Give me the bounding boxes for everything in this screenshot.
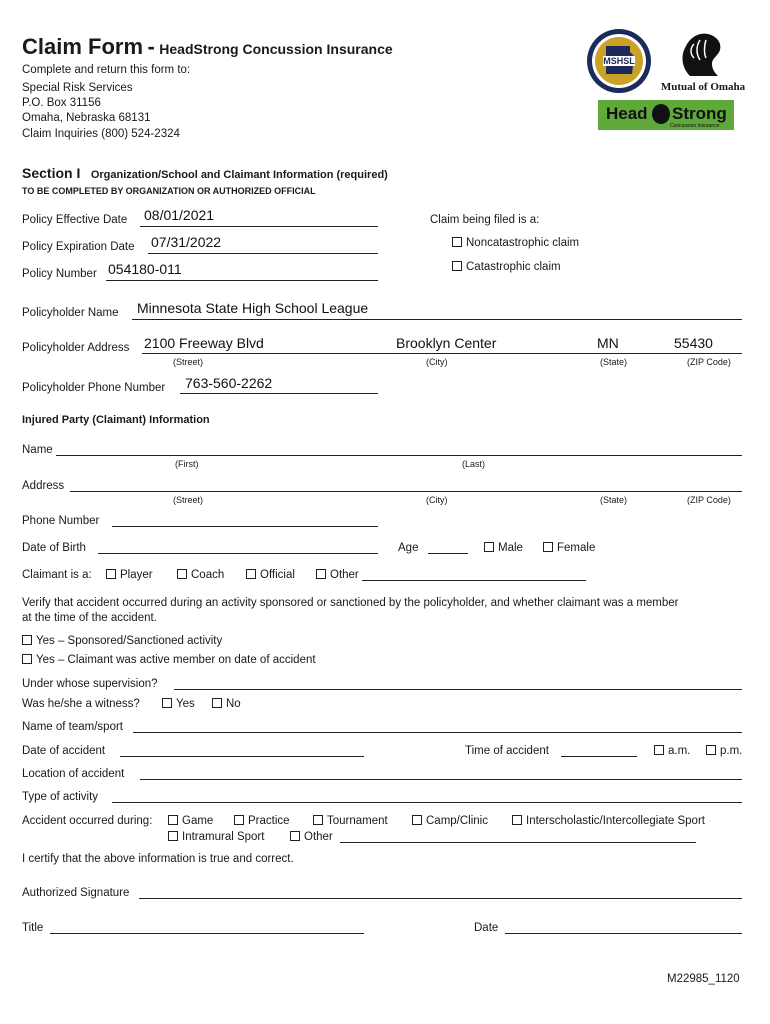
- zip-caption: (ZIP Code): [687, 495, 731, 505]
- state-caption: (State): [600, 357, 628, 367]
- witness-yes-checkbox[interactable]: [162, 698, 172, 708]
- noncatastrophic-option[interactable]: [452, 237, 579, 249]
- zip-caption: (ZIP Code): [687, 357, 731, 367]
- mutual-of-omaha-logo: [660, 28, 746, 94]
- policyholder-name-value: Minnesota State High School League: [137, 300, 369, 316]
- player-label: Player: [120, 569, 153, 581]
- title-dash: -: [147, 34, 155, 59]
- claimant-is-label: Claimant is a:: [22, 569, 92, 581]
- official-label: Official: [260, 569, 295, 581]
- game-checkbox[interactable]: [168, 815, 178, 825]
- policy-expiration-value: 07/31/2022: [151, 234, 222, 250]
- city-caption: (City): [426, 357, 448, 367]
- street-caption: (Street): [173, 357, 204, 367]
- yes-member-option[interactable]: [22, 654, 316, 666]
- team-sport-field[interactable]: [133, 732, 742, 733]
- witness-no-checkbox[interactable]: [212, 698, 222, 708]
- headstrong-icon: [652, 104, 670, 124]
- player-option[interactable]: [106, 569, 153, 581]
- address-zip-value: 55430: [674, 335, 713, 351]
- name-field[interactable]: [56, 455, 742, 456]
- date-label: Date: [474, 922, 499, 934]
- tournament-option[interactable]: [313, 815, 388, 827]
- address-state-value: MN: [597, 335, 619, 351]
- tournament-label: Tournament: [327, 815, 388, 827]
- witness-no-option[interactable]: [212, 698, 241, 710]
- title-label: Title: [22, 922, 44, 934]
- catastrophic-option[interactable]: [452, 261, 561, 273]
- yes-sponsored-label: Yes – Sponsored/Sanctioned activity: [36, 635, 223, 647]
- am-label: a.m.: [668, 745, 691, 757]
- witness-no-label: No: [226, 698, 241, 710]
- yes-sponsored-option[interactable]: [22, 635, 222, 647]
- headstrong-logo: [598, 100, 734, 130]
- female-option[interactable]: [543, 542, 595, 554]
- age-field[interactable]: [428, 553, 468, 554]
- camp-clinic-checkbox[interactable]: [412, 815, 422, 825]
- headstrong-tagline: Concussion Insurance: [670, 123, 720, 129]
- official-checkbox[interactable]: [246, 569, 256, 579]
- form-title-row: [22, 34, 393, 60]
- policyholder-address-field[interactable]: [142, 353, 742, 354]
- address-city-value: Brooklyn Center: [396, 335, 497, 351]
- catastrophic-checkbox[interactable]: [452, 261, 462, 271]
- address-line: P.O. Box 31156: [22, 97, 101, 109]
- age-label: Age: [398, 542, 419, 554]
- date-accident-label: Date of accident: [22, 745, 106, 757]
- team-sport-label: Name of team/sport: [22, 721, 123, 733]
- policyholder-name-label: Policyholder Name: [22, 307, 119, 319]
- other-claimant-field[interactable]: [362, 580, 586, 581]
- game-label: Game: [182, 815, 214, 827]
- am-checkbox[interactable]: [654, 745, 664, 755]
- occurred-label: Accident occurred during:: [22, 815, 153, 827]
- headstrong-strong-text: Strong: [672, 104, 727, 123]
- pm-checkbox[interactable]: [706, 745, 716, 755]
- city-caption: (City): [426, 495, 448, 505]
- date-accident-field[interactable]: [120, 756, 364, 757]
- other-occurred-field[interactable]: [340, 842, 696, 843]
- official-option[interactable]: [246, 569, 295, 581]
- address-field[interactable]: [70, 491, 742, 492]
- last-caption: (Last): [462, 459, 486, 469]
- street-caption: (Street): [173, 495, 204, 505]
- address-street-value: 2100 Freeway Blvd: [144, 335, 264, 351]
- dob-label: Date of Birth: [22, 542, 86, 554]
- supervision-field[interactable]: [174, 689, 742, 690]
- other-occurred-checkbox[interactable]: [290, 831, 300, 841]
- game-option[interactable]: [168, 815, 213, 827]
- policy-number-field[interactable]: [106, 280, 378, 281]
- other-occurred-option[interactable]: [290, 831, 333, 843]
- supervision-label: Under whose supervision?: [22, 678, 158, 690]
- witness-yes-label: Yes: [176, 698, 195, 710]
- witness-yes-option[interactable]: [162, 698, 195, 710]
- intramural-checkbox[interactable]: [168, 831, 178, 841]
- certify-text: I certify that the above information is true and correct.: [22, 853, 294, 865]
- female-checkbox[interactable]: [543, 542, 553, 552]
- policyholder-phone-field[interactable]: [180, 393, 378, 394]
- catastrophic-label: Catastrophic claim: [466, 261, 561, 273]
- mshsl-seal-logo: [586, 28, 652, 94]
- witness-label: Was he/she a witness?: [22, 698, 140, 710]
- intramural-label: Intramural Sport: [182, 831, 265, 843]
- headstrong-head-text: Head: [606, 104, 648, 123]
- coach-label: Coach: [191, 569, 225, 581]
- verify-text-line1: Verify that accident occurred during an activity sponsored or sanctioned by the policyholder, and whether claimant was a member: [22, 597, 679, 609]
- noncatastrophic-label: Noncatastrophic claim: [466, 237, 580, 249]
- coach-option[interactable]: [177, 569, 224, 581]
- claim-type-label: Claim being filed is a:: [430, 214, 540, 226]
- mshsl-text: MSHSL: [603, 56, 635, 66]
- policy-expiration-label: Policy Expiration Date: [22, 241, 135, 253]
- address-line: Omaha, Nebraska 68131: [22, 112, 151, 124]
- other-claimant-option[interactable]: [316, 569, 359, 581]
- practice-label: Practice: [248, 815, 290, 827]
- female-label: Female: [557, 542, 596, 554]
- verify-text-line2: at the time of the accident.: [22, 612, 157, 624]
- return-note: Complete and return this form to:: [22, 64, 191, 76]
- policy-expiration-field[interactable]: [148, 253, 378, 254]
- other-occurred-label: Other: [304, 831, 333, 843]
- yes-sponsored-checkbox[interactable]: [22, 635, 32, 645]
- form-code: M22985_1120: [667, 973, 740, 985]
- injured-party-heading: Injured Party (Claimant) Information: [22, 414, 210, 426]
- phone-label: Phone Number: [22, 515, 100, 527]
- phone-field[interactable]: [112, 526, 378, 527]
- pm-label: p.m.: [720, 745, 743, 757]
- interscholastic-label: Interscholastic/Intercollegiate Sport: [526, 815, 705, 827]
- mutual-of-omaha-text: Mutual of Omaha: [660, 81, 746, 93]
- camp-clinic-option[interactable]: [412, 815, 488, 827]
- signature-field[interactable]: [139, 898, 742, 899]
- section-subheading: TO BE COMPLETED BY ORGANIZATION OR AUTHORIZED OFFICIAL: [22, 186, 316, 196]
- male-option[interactable]: [484, 542, 523, 554]
- policyholder-name-field[interactable]: [132, 319, 742, 320]
- date-field[interactable]: [505, 933, 742, 934]
- section-title: Section I: [22, 165, 81, 181]
- tournament-checkbox[interactable]: [313, 815, 323, 825]
- policyholder-phone-label: Policyholder Phone Number: [22, 382, 166, 394]
- signature-label: Authorized Signature: [22, 887, 130, 899]
- yes-member-checkbox[interactable]: [22, 654, 32, 664]
- title-field[interactable]: [50, 933, 364, 934]
- policyholder-address-label: Policyholder Address: [22, 342, 130, 354]
- activity-label: Type of activity: [22, 791, 99, 803]
- pm-option[interactable]: [706, 745, 742, 757]
- other-claimant-checkbox[interactable]: [316, 569, 326, 579]
- intramural-option[interactable]: [168, 831, 264, 843]
- form-subtitle: HeadStrong Concussion Insurance: [159, 41, 393, 57]
- yes-member-label: Yes – Claimant was active member on date of accident: [36, 654, 316, 666]
- address-line: Special Risk Services: [22, 82, 133, 94]
- activity-field[interactable]: [112, 802, 742, 803]
- am-option[interactable]: [654, 745, 690, 757]
- location-label: Location of accident: [22, 768, 125, 780]
- first-caption: (First): [175, 459, 199, 469]
- interscholastic-checkbox[interactable]: [512, 815, 522, 825]
- state-caption: (State): [600, 495, 628, 505]
- address-label: Address: [22, 480, 65, 492]
- form-title: Claim Form: [22, 34, 144, 59]
- policy-number-label: Policy Number: [22, 268, 97, 280]
- section-description: Organization/School and Claimant Information (required): [90, 169, 388, 181]
- dob-field[interactable]: [98, 553, 378, 554]
- policy-effective-label: Policy Effective Date: [22, 214, 128, 226]
- section-heading: [22, 165, 388, 183]
- noncatastrophic-checkbox[interactable]: [452, 237, 462, 247]
- other-claimant-label: Other: [330, 569, 359, 581]
- male-checkbox[interactable]: [484, 542, 494, 552]
- location-field[interactable]: [140, 779, 742, 780]
- male-label: Male: [498, 542, 523, 554]
- policyholder-phone-value: 763-560-2262: [185, 375, 273, 391]
- practice-option[interactable]: [234, 815, 290, 827]
- camp-clinic-label: Camp/Clinic: [426, 815, 488, 827]
- policy-effective-field[interactable]: [140, 226, 378, 227]
- time-accident-label: Time of accident: [465, 745, 549, 757]
- address-line: Claim Inquiries (800) 524-2324: [22, 128, 180, 140]
- policy-effective-value: 08/01/2021: [144, 207, 215, 223]
- player-checkbox[interactable]: [106, 569, 116, 579]
- time-accident-field[interactable]: [561, 756, 637, 757]
- coach-checkbox[interactable]: [177, 569, 187, 579]
- policy-number-value: 054180-011: [108, 261, 182, 277]
- practice-checkbox[interactable]: [234, 815, 244, 825]
- interscholastic-option[interactable]: [512, 815, 705, 827]
- name-label: Name: [22, 444, 53, 456]
